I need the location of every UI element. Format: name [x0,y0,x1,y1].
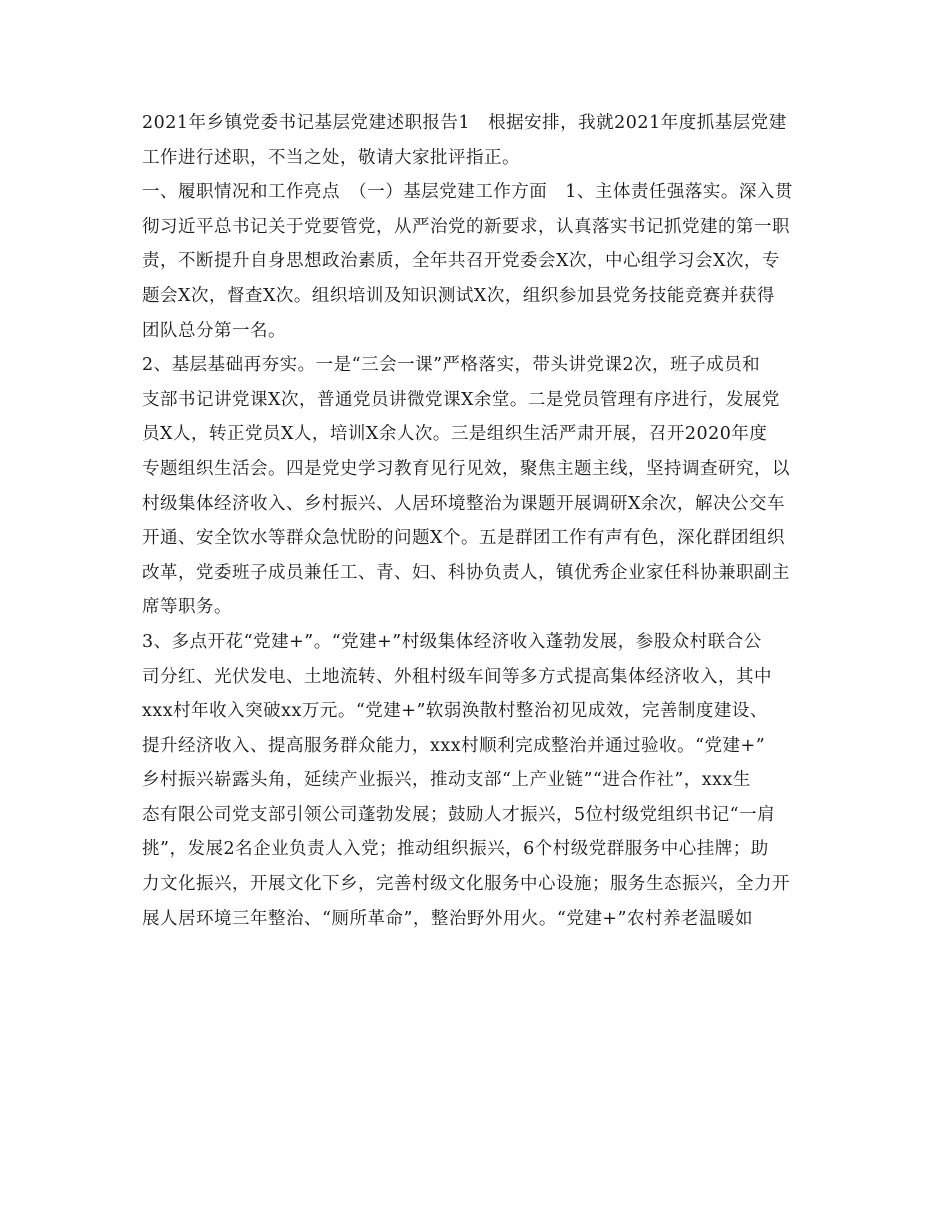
text-line: 挑”，发展2名企业负责人入党；推动组织振兴，6个村级党群服务中心挂牌；助 [142,839,769,860]
text-line: 司分红、光伏发电、土地流转、外租村级车间等多方式提高集体经济收入，其中 [142,666,772,687]
text-line: 展人居环境三年整治、“厕所革命”，整治野外用火。“党建+”农村养老温暖如 [142,908,753,929]
text-line: 2、基层基础再夯实。一是“三会一课”严格落实，带头讲党课2次，班子成员和 [142,355,761,376]
text-line: 提升经济收入、提高服务群众能力，xxx村顺利完成整治并通过验收。“党建+” [142,735,766,756]
text-line: 乡村振兴崭露头角，延续产业振兴，推动支部“上产业链”“进合作社”，xxx生 [142,770,751,791]
text-line: 题会X次，督查X次。组织培训及知识测试X次，组织参加县党务技能竞赛并获得 [142,285,775,306]
text-line: 3、多点开花“党建+”。“党建+”村级集体经济收入蓬勃发展，参股众村联合公 [142,631,762,652]
text-line: 开通、安全饮水等群众急忧盼的问题X个。五是群团工作有声有色，深化群团组织 [142,528,785,549]
text-line: 支部书记讲党课X次，普通党员讲微党课X余堂。二是党员管理有序进行，发展党 [142,389,780,410]
text-line: 2021年乡镇党委书记基层党建述职报告1 根据安排，我就2021年度抓基层党建 [142,113,787,133]
text-line: 改革，党委班子成员兼任工、青、妇、科协负责人，镇优秀企业家任科协兼职副主 [142,562,790,583]
text-line: 专题组织生活会。四是党史学习教育见行见效，聚焦主题主线，坚持调查研究，以 [142,458,790,479]
text-line: 态有限公司党支部引领公司蓬勃发展；鼓励人才振兴，5位村级党组织书记“一肩 [142,804,776,825]
text-line: 员X人，转正党员X人，培训X余人次。三是组织生活严肃开展，召开2020年度 [142,424,768,445]
text-line: 力文化振兴，开展文化下乡，完善村级文化服务中心设施；服务生态振兴，全力开 [142,874,790,895]
text-line: 席等职务。 [142,597,232,618]
text-line: 村级集体经济收入、乡村振兴、人居环境整治为课题开展调研X余次，解决公交车 [142,493,785,514]
text-line: 工作进行述职，不当之处，敬请大家批评指正。 [142,147,520,168]
text-line: xxx村年收入突破xx万元。“党建+”软弱涣散村整治初见成效，完善制度建设、 [142,701,768,722]
text-line: 团队总分第一名。 [142,320,286,341]
document-body [142,106,812,936]
text-line: 一、履职情况和工作亮点 （一）基层党建工作方面 1、主体责任强落实。深入贯 [142,182,793,203]
text-line: 彻习近平总书记关于党要管党，从严治党的新要求，认真落实书记抓党建的第一职 [142,216,790,237]
text-line: 责，不断提升自身思想政治素质，全年共召开党委会X次，中心组学习会X次，专 [142,251,780,272]
